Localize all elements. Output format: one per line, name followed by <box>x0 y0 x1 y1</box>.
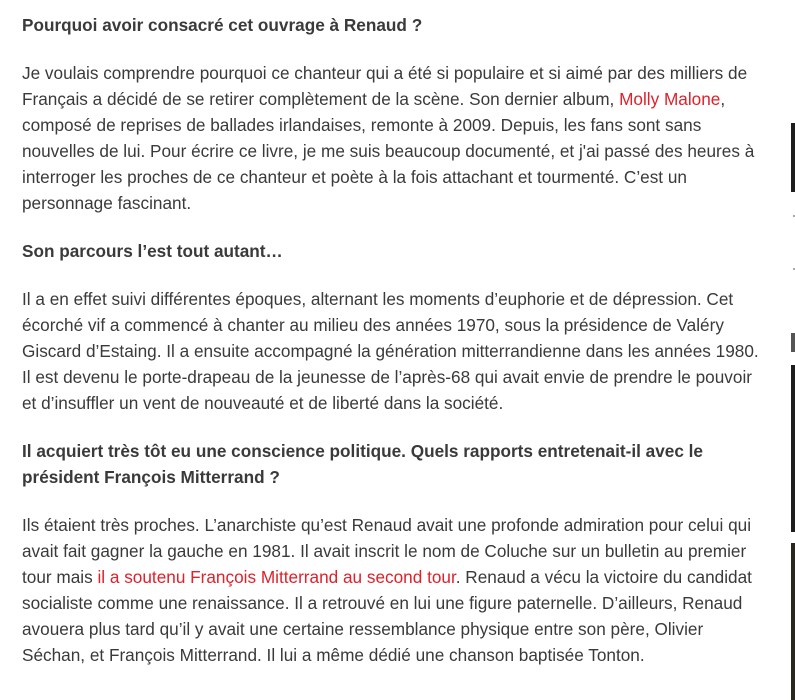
answer-1-text-start: Je voulais comprendre pourquoi ce chanteur qui a été si populaire et si aimé par des milliers de Français a décidé de se retirer complètement de la scène. Son dernier album, <box>22 63 748 109</box>
sidebar-image-edge[interactable] <box>791 123 795 192</box>
mitterrand-second-tour-link[interactable]: il a soutenu François Mitterrand au second tour <box>97 567 456 587</box>
interview-question-2: Son parcours l’est tout autant… <box>22 241 283 261</box>
interview-question-3: Il acquiert très tôt eu une conscience politique. Quels rapports entretenait-il avec le président François Mitterrand ? <box>22 441 703 487</box>
answer-3-text-end: . Renaud a vécu la victoire du candidat socialiste comme une renaissance. Il a retrouvé en lui une figure paternelle. D’ailleurs, Renaud avouera plus tard qu’il y avait une certaine ressemblance physique entre son père, Olivier Séchan, et François Mitterrand. Il lui a même dédié une chanson baptisée Tonton. <box>22 567 752 665</box>
interview-answer-3 <box>22 512 770 668</box>
sidebar-image-edge[interactable] <box>791 365 795 532</box>
interview-answer-2: Il a en effet suivi différentes époques, alternant les moments d’euphorie et de dépression. Cet écorché vif a commencé à chanter au milieu des années 1970, sous la présidence de Valéry Giscard d’Estaing. Il a ensuite accompagné la génération mitterrandienne dans les années 1980. Il est devenu le porte-drapeau de la jeunesse de l’après-68 qui avait envie de prendre le pouvoir et d’insuffler un vent de nouveauté et de liberté dans la société. <box>22 289 759 413</box>
interview-question-1: Pourquoi avoir consacré cet ouvrage à Renaud ? <box>22 15 423 35</box>
answer-1-text-end: , composé de reprises de ballades irlandaises, remonte à 2009. Depuis, les fans sont sans nouvelles de lui. Pour écrire ce livre, je me suis beaucoup documenté, et j'ai passé des heures à interroger les proches de ce chanteur et poète à la fois attachant et tourmenté. C’est un personnage fascinant. <box>22 89 755 213</box>
molly-malone-link[interactable]: Molly Malone <box>619 89 721 109</box>
sidebar-image-edge[interactable] <box>791 543 795 700</box>
interview-answer-1 <box>22 60 770 216</box>
answer-3-text-start: Ils étaient très proches. L’anarchiste qu’est Renaud avait une profonde admiration pour celui qui avait fait gagner la gauche en 1981. Il avait inscrit le nom de Coluche sur un bulletin au premier tour mais <box>22 515 752 587</box>
article-body <box>22 12 770 690</box>
sidebar-image-edge[interactable] <box>791 333 795 352</box>
